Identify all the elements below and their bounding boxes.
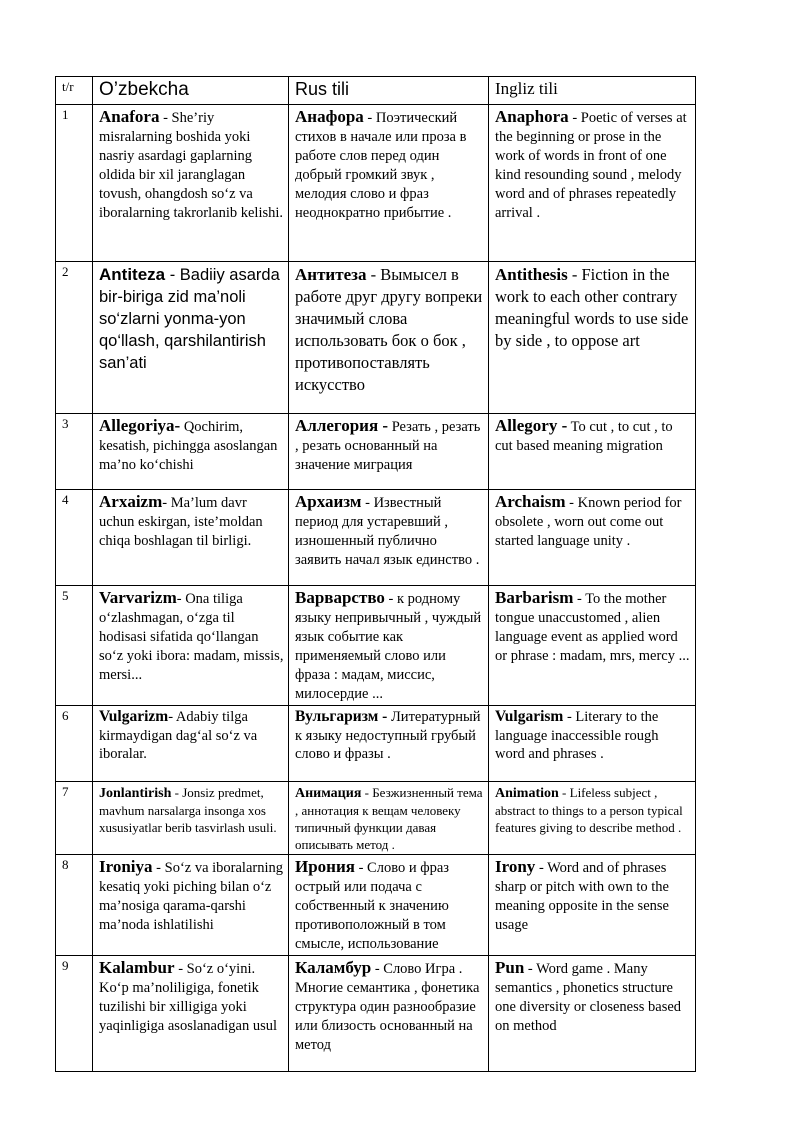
row-number: 8 xyxy=(56,855,93,956)
uzbek-cell xyxy=(93,262,289,414)
row-number: 6 xyxy=(56,706,93,782)
term: Anafora xyxy=(99,107,160,126)
table-row xyxy=(56,490,696,586)
russian-cell xyxy=(289,586,489,706)
russian-cell xyxy=(289,490,489,586)
term: Jonlantirish xyxy=(99,786,172,801)
definition: - Слово и фраз острый или подача с собственный к значению противоположный в том смысле, использование xyxy=(295,860,450,952)
term: Arxaizm xyxy=(99,492,163,511)
definition: - Adabiy tilga kirmaydigan dag‘al so‘z va iboralar. xyxy=(99,709,258,762)
definition: - To the mother tongue unaccustomed , alien language event as applied word or phrase : madam, mrs, mercy ... xyxy=(495,591,690,664)
definition: To cut , to cut , to cut based meaning migration xyxy=(495,419,673,454)
term: Каламбур xyxy=(295,958,372,977)
term: Ironiya xyxy=(99,857,153,876)
term: Irony xyxy=(495,857,536,876)
definition: - Literary to the language inaccessible rough word and phrases . xyxy=(495,709,659,762)
definition: - Вымысел в работе друг другу вопреки значимый слова использовать бок о бок , противопоставлять искусство xyxy=(295,265,483,394)
definition: - Badiiy asarda bir-biriga zid ma’noli so‘zlarni yonma-yon qo‘llash, qarshilantirish san’ati xyxy=(99,266,280,372)
header-uzbek: O’zbekcha xyxy=(93,77,289,105)
term: Archaism xyxy=(495,492,566,511)
term: Allegory - xyxy=(495,416,568,435)
term: Vulgarism xyxy=(495,708,564,725)
term: Анафора xyxy=(295,107,364,126)
english-cell xyxy=(489,956,696,1072)
term: Kalambur xyxy=(99,958,175,977)
term: Anaphora xyxy=(495,107,569,126)
term: Antiteza xyxy=(99,265,166,284)
row-number: 5 xyxy=(56,586,93,706)
row-number: 2 xyxy=(56,262,93,414)
table-row xyxy=(56,855,696,956)
definition: - Слово Игра . Многие семантика , фонетика структура один разнообразие или близость основанный на метод xyxy=(295,961,480,1053)
definition: - Word game . Many semantics , phonetics structure one diversity or closeness based on method xyxy=(495,961,682,1034)
table-row xyxy=(56,706,696,782)
term: Vulgarizm xyxy=(99,708,169,725)
term: Ирония xyxy=(295,857,355,876)
uzbek-cell xyxy=(93,782,289,855)
term: Антитеза xyxy=(295,265,367,284)
table-row xyxy=(56,105,696,262)
russian-cell xyxy=(289,782,489,855)
english-cell xyxy=(489,586,696,706)
term: Pun xyxy=(495,958,525,977)
row-number: 4 xyxy=(56,490,93,586)
term: Аллегория - xyxy=(295,416,389,435)
table-row xyxy=(56,586,696,706)
row-number: 3 xyxy=(56,414,93,490)
row-number: 1 xyxy=(56,105,93,262)
term: Animation xyxy=(495,786,559,801)
uzbek-cell xyxy=(93,490,289,586)
english-cell xyxy=(489,262,696,414)
term: Варварство xyxy=(295,588,385,607)
term: Barbarism xyxy=(495,588,574,607)
uzbek-cell xyxy=(93,586,289,706)
english-cell xyxy=(489,706,696,782)
header-number: t/r xyxy=(56,77,93,105)
terms-table xyxy=(55,76,696,1072)
table-row xyxy=(56,414,696,490)
term: Allegoriya- xyxy=(99,416,181,435)
definition: - Poetic of verses at the beginning or prose in the work of words in front of one kind resounding sound , melody word and of phrases repeatedly arrival . xyxy=(495,110,687,221)
english-cell xyxy=(489,782,696,855)
definition: - Known period for obsolete , worn out come out started language unity . xyxy=(495,495,682,549)
row-number: 7 xyxy=(56,782,93,855)
english-cell xyxy=(489,105,696,262)
definition: - Поэтический стихов в начале или проза в работе слов перед один добрый громкий звук , мелодия слово и фраз неоднократно прибытие . xyxy=(295,110,467,221)
definition: - Jonsiz predmet, mavhum narsalarga insonga xos xususiyatlar berib tasvirlash usuli. xyxy=(99,785,277,835)
russian-cell xyxy=(289,105,489,262)
term: Varvarizm xyxy=(99,588,177,607)
row-number: 9 xyxy=(56,956,93,1072)
russian-cell xyxy=(289,414,489,490)
russian-cell xyxy=(289,956,489,1072)
term: Antithesis xyxy=(495,265,568,284)
definition: Qochirim, kesatish, pichingga asoslangan ma’no ko‘chishi xyxy=(99,419,278,473)
term: Архаизм xyxy=(295,492,362,511)
russian-cell xyxy=(289,262,489,414)
table-row xyxy=(56,782,696,855)
uzbek-cell xyxy=(93,414,289,490)
russian-cell xyxy=(289,855,489,956)
definition: - Word and of phrases sharp or pitch with own to the meaning opposite in the sense usage xyxy=(495,860,669,933)
term: Анимация xyxy=(295,786,362,801)
definition: - So‘z va iboralarning kesatiq yoki piching bilan o‘z ma’nosiga qarama-qarshi ma’noda ishlatilishi xyxy=(99,860,284,933)
header-russian: Rus tili xyxy=(289,77,489,105)
definition: - So‘z o‘yini. Ko‘p ma’noliligiga, fonetik tuzilishi bir xilligiga yoki yaqinligiga asoslanadigan usul xyxy=(99,961,277,1034)
table-row xyxy=(56,956,696,1072)
table-header-row xyxy=(56,77,696,105)
russian-cell xyxy=(289,706,489,782)
definition: - Ma’lum davr uchun eskirgan, iste’moldan chiqa boshlagan til birligi. xyxy=(99,495,263,549)
term: Вульгаризм - xyxy=(295,708,388,725)
table-row xyxy=(56,262,696,414)
definition: - Ona tiliga o‘zlashmagan, o‘zga til hodisasi sifatida qo‘llangan so‘z yoki ibora: madam, missis, mersi... xyxy=(99,591,284,683)
definition: Резать , резать , резать основанный на значение миграция xyxy=(295,419,481,473)
uzbek-cell xyxy=(93,855,289,956)
uzbek-cell xyxy=(93,105,289,262)
definition: - Lifeless subject , abstract to things to a person typical features giving to describe method . xyxy=(495,785,683,835)
english-cell xyxy=(489,855,696,956)
definition: - Известный период для устаревший , изношенный публично заявить начал язык единство . xyxy=(295,495,480,568)
definition: - Безжизненный тема , аннотация к вещам человеку типичный функции давая описывать метод . xyxy=(295,785,483,852)
definition: Литературный к языку недоступный грубый слово и фразы . xyxy=(295,709,481,762)
header-english: Ingliz tili xyxy=(489,77,696,105)
definition: - к родному языку непривычный , чуждый язык событие как применяемый слово или фраза : мадам, миссис, милосердие ... xyxy=(295,591,482,702)
definition: - She’riy misralarning boshida yoki nasriy asardagi gaplarning oldida bir xil jaranglagan tovush, ohangdosh so‘z va iboralarning takrorlanib kelishi. xyxy=(99,110,284,221)
uzbek-cell xyxy=(93,956,289,1072)
uzbek-cell xyxy=(93,706,289,782)
english-cell xyxy=(489,490,696,586)
definition: - Fiction in the work to each other contrary meaningful words to use side by side , to oppose art xyxy=(495,265,689,350)
english-cell xyxy=(489,414,696,490)
